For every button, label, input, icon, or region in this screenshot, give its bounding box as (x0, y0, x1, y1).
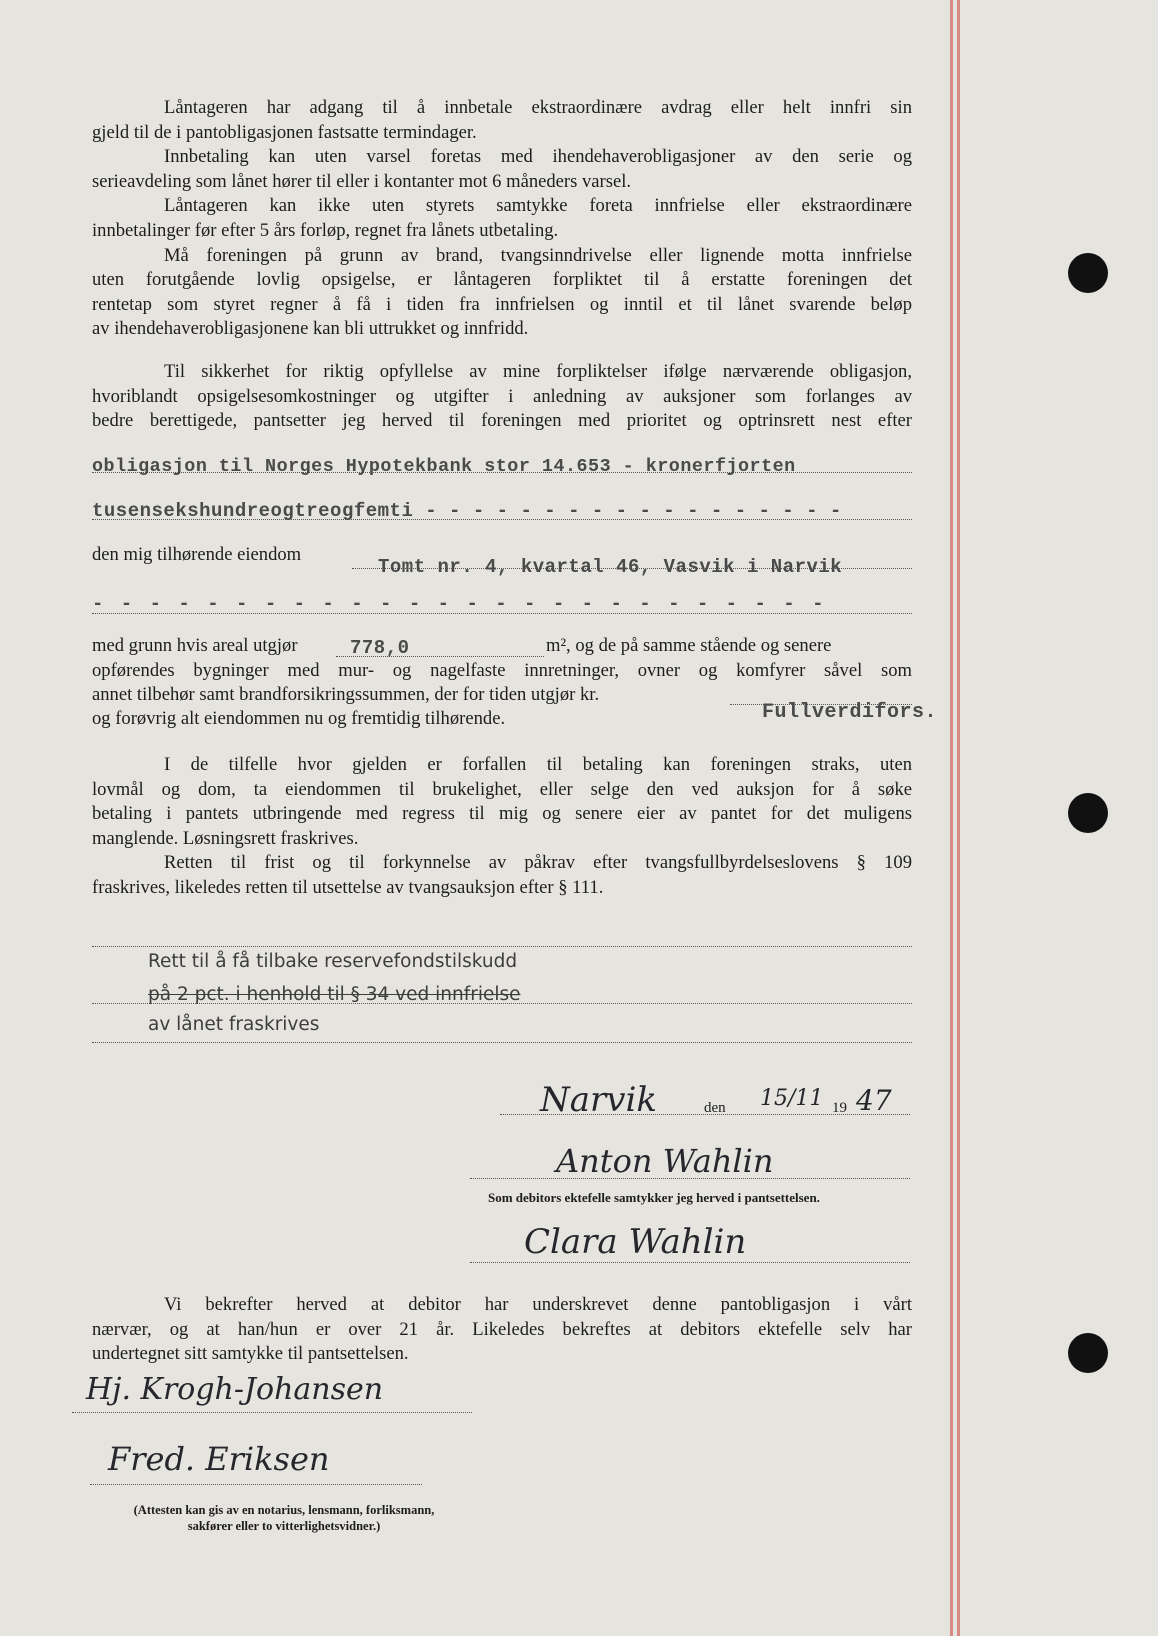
witness-confirmation: Vi bekrefter herved at debitor har underskrevet denne pantobligasjon i vårt nærvær, og at han/hun er over 21 år. Likeledes bekreftes at debitors ektefelle selv har undertegnet sitt samtykke til pantsettelsen. (92, 1294, 912, 1365)
area-text-2: opførendes bygninger med mur- og nagelfaste innretninger, ovner og komfyrer såvel som (92, 660, 912, 681)
stamp-line-1 (92, 946, 912, 947)
area-text-1a: med grunn hvis areal utgjør (92, 635, 298, 656)
spouse-signature: Clara Wahlin (524, 1222, 747, 1262)
margin-rule-left (950, 0, 953, 1636)
property-description: Tomt nr. 4, kvartal 46, Vasvik i Narvik (378, 556, 843, 578)
clause-security: Til sikkerhet for riktig opfyllelse av mine forpliktelser ifølge nærværende obligasjon, hvoriblandt opsigelsesomkostninger og utgifter i anledning av auksjoner som forlanges av bedre berettigede, pantsetter jeg herved til foreningen med prioritet og optrinsrett nest efter (92, 361, 912, 432)
year-prefix: 19 (832, 1100, 847, 1116)
witness-line-1 (72, 1412, 472, 1413)
witness-signature-2: Fred. Eriksen (108, 1440, 330, 1478)
stamp-line-3-text: av lånet fraskrives (148, 1014, 320, 1035)
insurance-value: Fullverdifors. (762, 701, 938, 724)
area-text-1b: m², og de på samme stående og senere (546, 635, 832, 656)
punch-hole-bottom (1068, 1333, 1108, 1373)
area-text-4: og forøvrig alt eiendommen nu og fremtidig tilhørende. (92, 708, 506, 729)
debtor-signature: Anton Wahlin (556, 1142, 774, 1180)
dash-fill-line: - - - - - - - - - - - - - - - - - - - - - - - - - - (92, 593, 827, 615)
clause-early-repayment: Låntageren har adgang til å innbetale ekstraordinære avdrag eller helt innfri sin gjeld til de i pantobligasjonen fastsatte termindager. Innbetaling kan uten varsel foretas med ihendehaverobligasjoner av den serie og serieavdeling som lånet hører til eller i kontanter mot 6 måneders varsel. Låntageren kan ikke uten styrets samtykke foreta innfrielse eller ekstraordinære innbetalinger før efter 5 års forløp, regnet fra lånets utbetaling. Må foreningen på grunn av brand, tvangsinndrivelse eller lignende motta innfrielse uten forutgående lovlig opsigelse, er låntageren forpliktet til å erstatte foreningen det rentetap som styret regner å få i tiden fra innfrielsen og inntil et til lånet svarende beløp av ihendehaverobligasjonene kan bli uttrukket og innfridd. (92, 97, 912, 340)
attest-note: (Attesten kan gis av en notarius, lensmann, forliksmann, sakfører eller to vitterlighetsvidner.) (133, 1503, 435, 1533)
stamp-line-1-text: Rett til å få tilbake reservefondstilskudd (148, 951, 518, 972)
spouse-signature-line (470, 1262, 910, 1263)
area-text-3: annet tilbehør samt brandforsikringssummen, der for tiden utgjør kr. (92, 684, 600, 705)
year-handwritten: 47 (856, 1084, 892, 1117)
spouse-consent-text: Som debitors ektefelle samtykker jeg herved i pantsettelsen. (488, 1190, 820, 1205)
witness-signature-1: Hj. Krogh-Johansen (86, 1372, 384, 1407)
den-label: den (704, 1100, 726, 1116)
area-value: 778,0 (350, 637, 410, 659)
property-label: den mig tilhørende eiendom (92, 544, 302, 565)
prior-lien-line-2: tusensekshundreogtreogfemti - - - - - - - - - - - - - - - - - - (92, 500, 842, 522)
date-handwritten: 15/11 (760, 1086, 824, 1111)
stamp-line-2-text: på 2 pct. i henhold til § 34 ved innfrielse (148, 984, 521, 1005)
place-handwritten: Narvik (540, 1080, 657, 1120)
punch-hole-top (1068, 253, 1108, 293)
prior-lien-line-1: obligasjon til Norges Hypotekbank stor 14.653 - kronerfjorten (92, 456, 796, 477)
margin-rule-right (957, 0, 960, 1636)
clause-default: I de tilfelle hvor gjelden er forfallen til betaling kan foreningen straks, uten lovmål og dom, ta eiendommen til brukelighet, eller selge den ved auksjon for å søke betaling i pantets utbringende med regress til mig og senere eier av pantet for det muligens manglende. Løsningsrett fraskrives. Retten til frist og til forkynnelse av påkrav efter tvangsfullbyrdelseslovens § 109 fraskrives, likeledes retten til utsettelse av tvangsauksjon efter § 111. (92, 754, 912, 898)
punch-hole-middle (1068, 793, 1108, 833)
witness-line-2 (90, 1484, 422, 1485)
stamp-line-3 (92, 1042, 912, 1043)
